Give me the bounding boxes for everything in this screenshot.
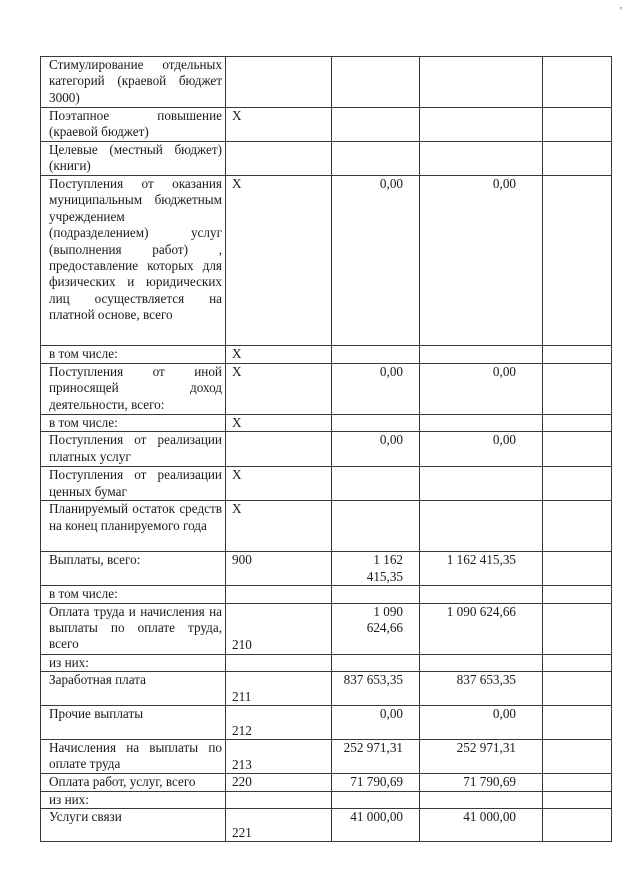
row-value-cell	[543, 740, 612, 774]
row-value-cell: 837 653,35	[332, 672, 420, 706]
row-value-cell	[543, 809, 612, 842]
row-name-cell: Поступления от оказания муниципальным бюджетным учреждением (подразделением) услуг (выполнения работ) , предоставление которых для физических и юридических лиц осуществляется на платной основе, всего	[41, 176, 226, 346]
row-value-cell	[543, 364, 612, 415]
table-row	[41, 672, 612, 706]
row-value-cell	[420, 654, 543, 671]
row-code-cell	[226, 792, 332, 809]
row-value-cell	[543, 552, 612, 586]
row-value-cell	[332, 57, 420, 108]
row-value-cell: 252 971,31	[332, 740, 420, 774]
table-row	[41, 364, 612, 415]
row-value-cell	[332, 142, 420, 176]
row-value-cell: 837 653,35	[420, 672, 543, 706]
row-value-cell	[420, 346, 543, 364]
row-name-cell: Планируемый остаток средств на конец планируемого года	[41, 501, 226, 552]
row-value-cell: 71 790,69	[420, 774, 543, 792]
row-value-cell: 1 162 415,35	[332, 552, 420, 586]
row-value-cell: 41 000,00	[332, 809, 420, 842]
table-row	[41, 142, 612, 176]
row-value-cell	[543, 346, 612, 364]
row-value-cell	[420, 467, 543, 501]
row-code-cell	[226, 432, 332, 467]
row-name-cell: в том числе:	[41, 586, 226, 603]
row-value-cell	[543, 176, 612, 346]
row-value-cell	[420, 792, 543, 809]
row-value-cell	[420, 586, 543, 603]
row-value-cell	[420, 57, 543, 108]
row-value-cell	[543, 774, 612, 792]
row-value-cell	[420, 142, 543, 176]
page-mark: '	[620, 6, 622, 17]
row-code-cell: 210	[226, 603, 332, 654]
row-name-cell: Выплаты, всего:	[41, 552, 226, 586]
row-value-cell	[543, 415, 612, 432]
row-name-cell: из них:	[41, 654, 226, 671]
row-value-cell	[543, 654, 612, 671]
row-value-cell	[543, 792, 612, 809]
row-name-cell: Заработная плата	[41, 672, 226, 706]
table-row	[41, 706, 612, 740]
row-code-cell	[226, 654, 332, 671]
row-value-cell: 0,00	[420, 432, 543, 467]
row-value-cell	[332, 792, 420, 809]
row-name-cell: Поступления от реализации ценных бумаг	[41, 467, 226, 501]
table-row	[41, 774, 612, 792]
table-row	[41, 176, 612, 346]
row-name-cell: Услуги связи	[41, 809, 226, 842]
row-value-cell	[420, 415, 543, 432]
row-value-cell: 0,00	[420, 364, 543, 415]
row-code-cell: X	[226, 108, 332, 142]
row-code-cell: X	[226, 364, 332, 415]
row-code-cell: X	[226, 501, 332, 552]
row-value-cell	[420, 501, 543, 552]
row-code-cell: 900	[226, 552, 332, 586]
table-row	[41, 809, 612, 842]
table-row	[41, 57, 612, 108]
row-value-cell: 0,00	[332, 432, 420, 467]
row-value-cell	[332, 586, 420, 603]
row-name-cell: в том числе:	[41, 346, 226, 364]
row-value-cell	[543, 467, 612, 501]
row-value-cell	[543, 108, 612, 142]
row-value-cell	[543, 586, 612, 603]
row-value-cell	[332, 467, 420, 501]
row-code-cell: X	[226, 415, 332, 432]
row-name-cell: Поэтапное повышение (краевой бюджет)	[41, 108, 226, 142]
row-value-cell	[420, 108, 543, 142]
row-value-cell: 0,00	[420, 176, 543, 346]
row-value-cell	[543, 57, 612, 108]
row-name-cell: Целевые (местный бюджет)(книги)	[41, 142, 226, 176]
row-code-cell: 220	[226, 774, 332, 792]
row-value-cell	[543, 603, 612, 654]
row-value-cell	[543, 672, 612, 706]
table-row	[41, 467, 612, 501]
row-value-cell	[543, 501, 612, 552]
row-name-cell: Поступления от реализации платных услуг	[41, 432, 226, 467]
table-row	[41, 654, 612, 671]
row-value-cell	[332, 108, 420, 142]
row-code-cell	[226, 57, 332, 108]
table-row	[41, 552, 612, 586]
row-code-cell: X	[226, 467, 332, 501]
table-row	[41, 432, 612, 467]
row-name-cell: Стимулирование отдельных категорий (краевой бюджет 3000)	[41, 57, 226, 108]
row-name-cell: в том числе:	[41, 415, 226, 432]
row-value-cell: 71 790,69	[332, 774, 420, 792]
table-row	[41, 603, 612, 654]
row-value-cell	[332, 501, 420, 552]
row-name-cell: Прочие выплаты	[41, 706, 226, 740]
row-name-cell: Поступления от иной приносящей доход деятельности, всего:	[41, 364, 226, 415]
row-value-cell: 1 090 624,66	[420, 603, 543, 654]
row-value-cell	[332, 346, 420, 364]
row-value-cell: 0,00	[332, 364, 420, 415]
row-code-cell: 221	[226, 809, 332, 842]
row-value-cell: 41 000,00	[420, 809, 543, 842]
table-row	[41, 108, 612, 142]
table-row	[41, 740, 612, 774]
budget-table	[40, 56, 612, 842]
row-code-cell: 212	[226, 706, 332, 740]
row-value-cell	[543, 142, 612, 176]
row-code-cell: 213	[226, 740, 332, 774]
table-row	[41, 415, 612, 432]
row-code-cell	[226, 142, 332, 176]
row-code-cell: 211	[226, 672, 332, 706]
row-name-cell: из них:	[41, 792, 226, 809]
row-value-cell	[332, 415, 420, 432]
table-row	[41, 346, 612, 364]
row-code-cell: X	[226, 346, 332, 364]
row-value-cell: 0,00	[332, 176, 420, 346]
row-code-cell: X	[226, 176, 332, 346]
row-name-cell: Начисления на выплаты по оплате труда	[41, 740, 226, 774]
table-row	[41, 586, 612, 603]
row-value-cell: 0,00	[420, 706, 543, 740]
row-value-cell: 252 971,31	[420, 740, 543, 774]
row-name-cell: Оплата труда и начисления на выплаты по оплате труда, всего	[41, 603, 226, 654]
row-value-cell	[543, 706, 612, 740]
row-value-cell	[332, 654, 420, 671]
row-value-cell	[543, 432, 612, 467]
row-value-cell: 1 090 624,66	[332, 603, 420, 654]
table-row	[41, 501, 612, 552]
table-row	[41, 792, 612, 809]
row-value-cell: 1 162 415,35	[420, 552, 543, 586]
row-value-cell: 0,00	[332, 706, 420, 740]
row-code-cell	[226, 586, 332, 603]
row-name-cell: Оплата работ, услуг, всего	[41, 774, 226, 792]
